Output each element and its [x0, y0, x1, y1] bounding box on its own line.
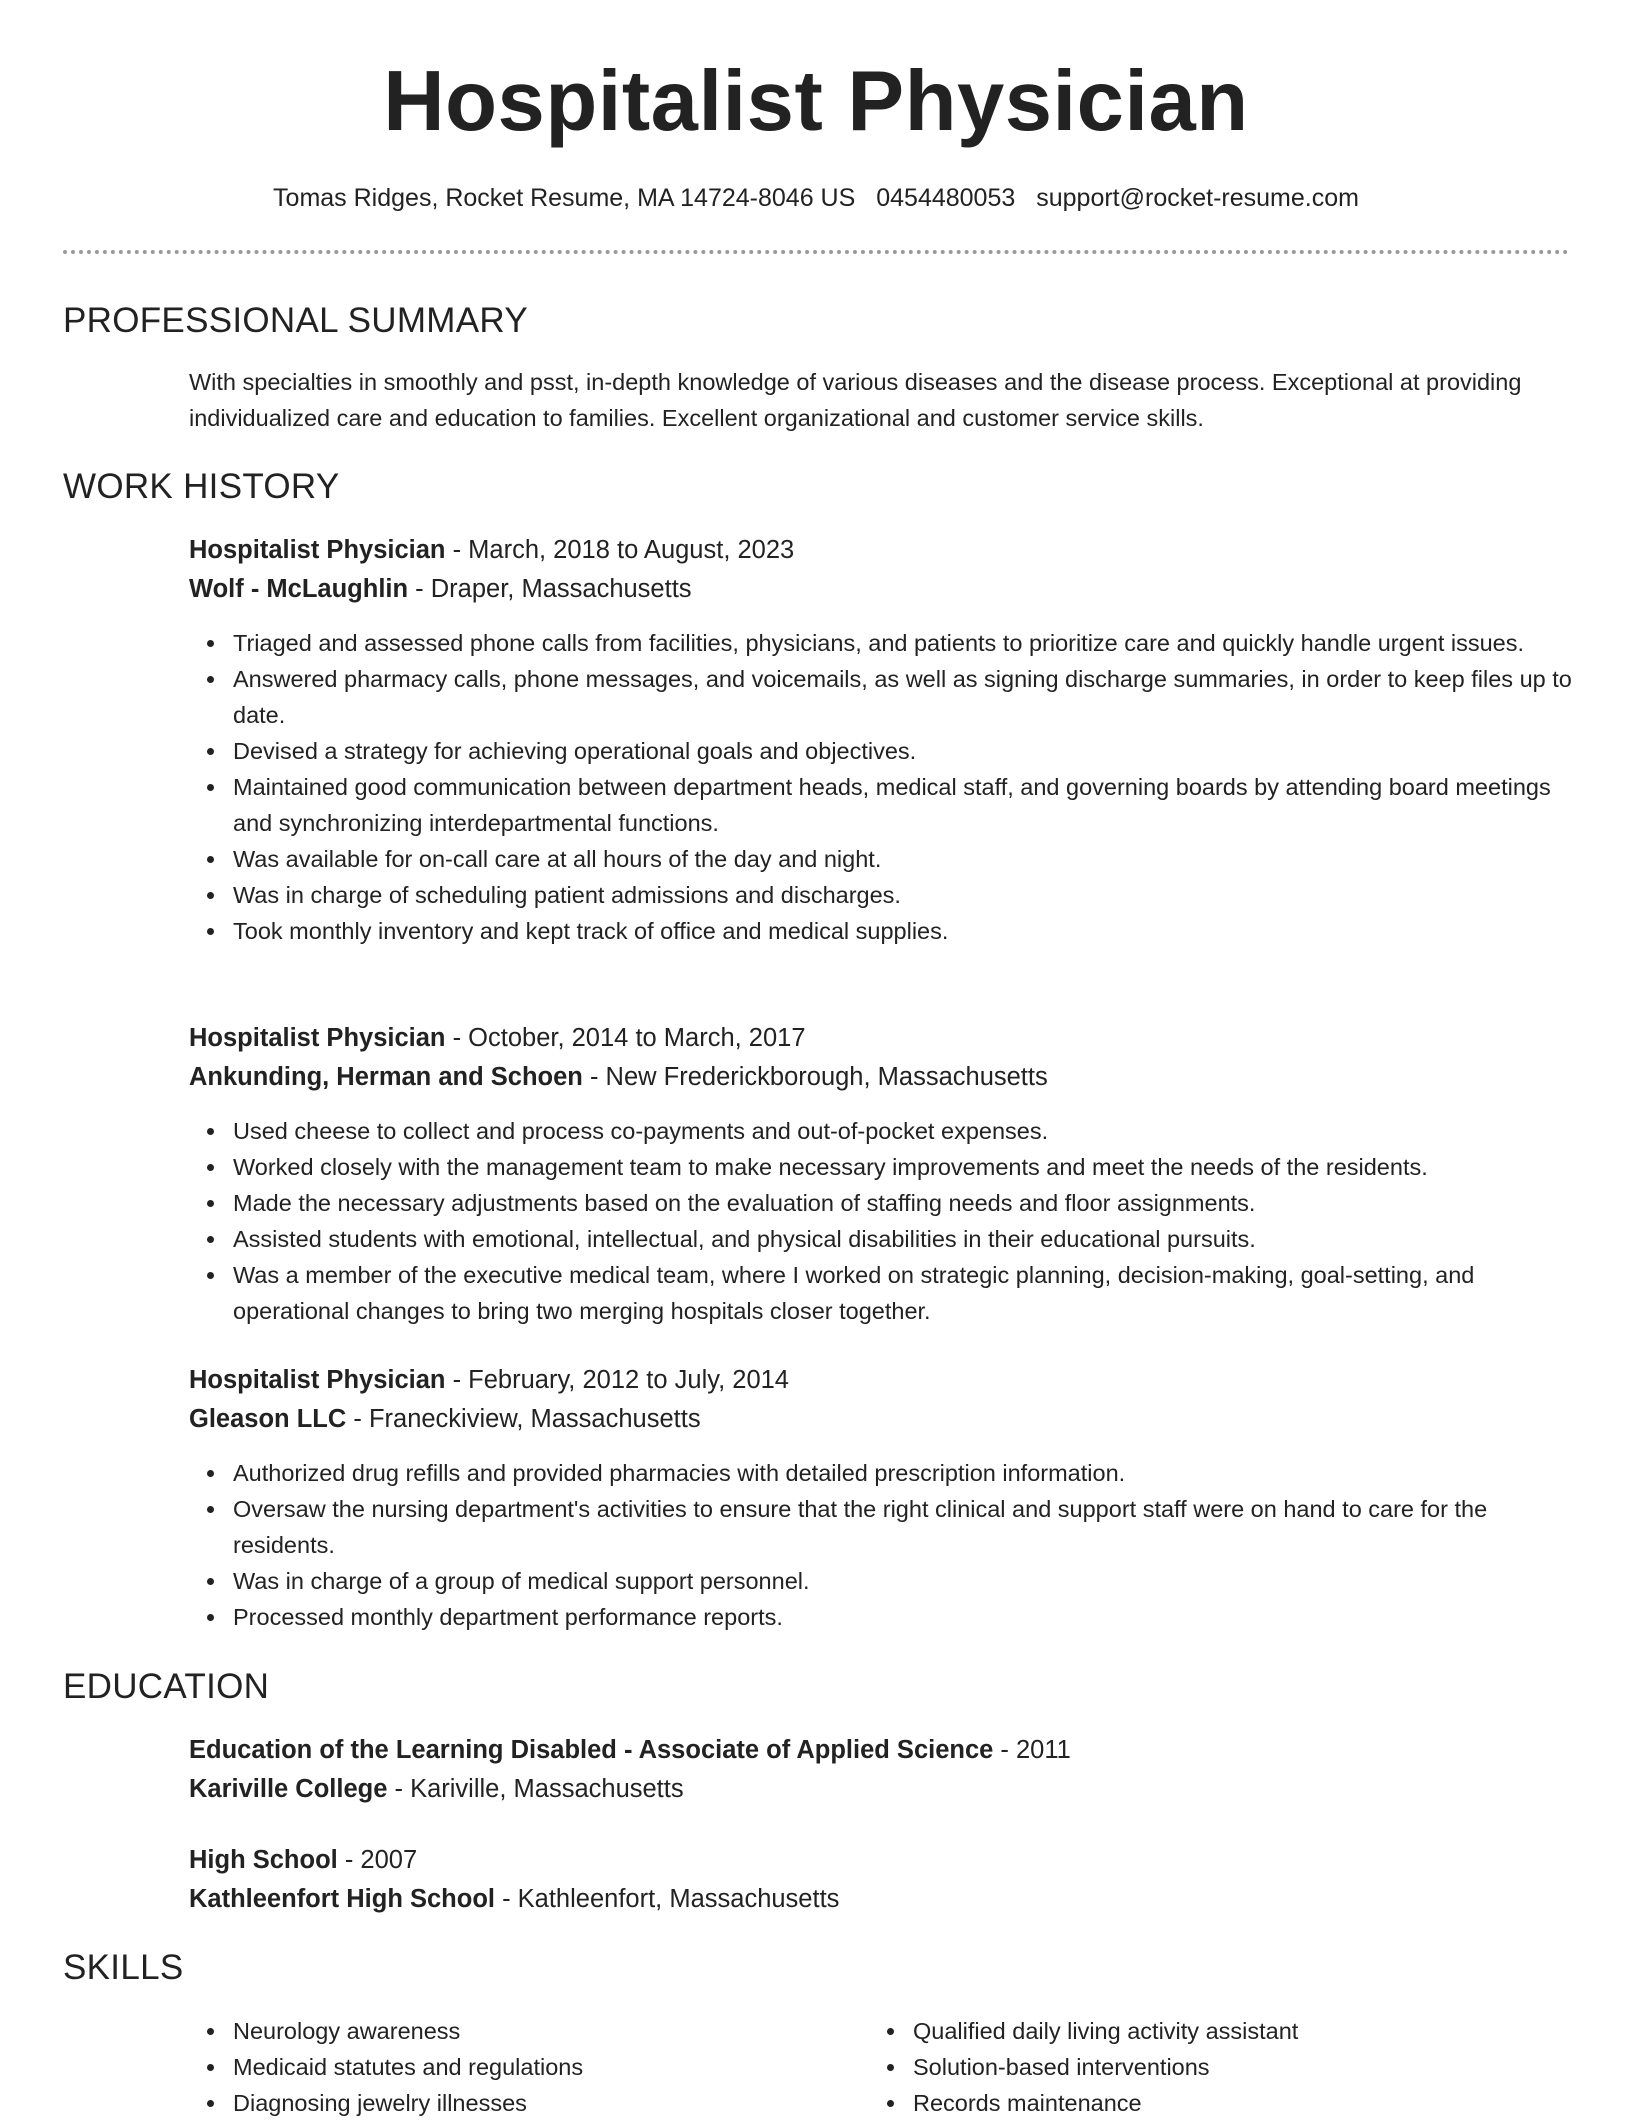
- job-title-line: [189, 531, 1549, 570]
- section-title-work: WORK HISTORY: [63, 467, 340, 506]
- section-title-education: EDUCATION: [63, 1667, 270, 1706]
- list-item: Was in charge of a group of medical support personnel.: [233, 1563, 1593, 1599]
- contact-email: support@rocket-resume.com: [1036, 184, 1359, 212]
- job-location: - Franeckiview, Massachusetts: [346, 1405, 701, 1433]
- education-school: Kathleenfort High School: [189, 1885, 495, 1913]
- job-entry: [189, 531, 1549, 609]
- list-item: Solution-based interventions: [913, 2049, 1533, 2085]
- list-item: Was in charge of scheduling patient admissions and discharges.: [233, 877, 1593, 913]
- list-item: Processed monthly department performance reports.: [233, 1599, 1593, 1635]
- education-location: - Kathleenfort, Massachusetts: [495, 1885, 840, 1913]
- list-item: Oversaw the nursing department's activities to ensure that the right clinical and support staff were on hand to care for the residents.: [233, 1491, 1593, 1563]
- education-degree-line: [189, 1841, 1549, 1880]
- list-item: Records maintenance: [913, 2085, 1533, 2121]
- list-item: Neurology awareness: [233, 2013, 853, 2049]
- job-company: Ankunding, Herman and Schoen: [189, 1063, 583, 1091]
- education-degree: High School: [189, 1846, 338, 1874]
- education-degree-line: [189, 1731, 1549, 1770]
- resume-name: Hospitalist Physician: [383, 54, 1249, 149]
- job-location: - New Frederickborough, Massachusetts: [582, 1063, 1048, 1091]
- education-location: - Kariville, Massachusetts: [387, 1775, 684, 1803]
- skills-list-right: [869, 2013, 1533, 2121]
- list-item: Took monthly inventory and kept track of office and medical supplies.: [233, 913, 1593, 949]
- education-school: Kariville College: [189, 1775, 388, 1803]
- contact-phone: 0454480053: [876, 184, 1016, 212]
- education-school-line: [189, 1770, 1549, 1809]
- job-bullets: [189, 1455, 1593, 1635]
- job-bullets: [189, 1113, 1593, 1329]
- contact-address: Tomas Ridges, Rocket Resume, MA 14724-8046 US: [273, 184, 856, 212]
- job-company: Gleason LLC: [189, 1405, 347, 1433]
- section-title-summary: PROFESSIONAL SUMMARY: [63, 301, 528, 340]
- list-item: Made the necessary adjustments based on the evaluation of staffing needs and floor assignments.: [233, 1185, 1593, 1221]
- job-bullets: [189, 625, 1593, 949]
- education-entry: [189, 1731, 1549, 1809]
- list-item: Triaged and assessed phone calls from facilities, physicians, and patients to prioritize care and quickly handle urgent issues.: [233, 625, 1593, 661]
- skills-list-left: [189, 2013, 853, 2121]
- list-item: Qualified daily living activity assistant: [913, 2013, 1533, 2049]
- job-company: Wolf - McLaughlin: [189, 575, 409, 603]
- education-school-line: [189, 1880, 1549, 1919]
- list-item: Was a member of the executive medical team, where I worked on strategic planning, decision-making, goal-setting, and operational changes to bring two merging hospitals closer together.: [233, 1257, 1593, 1329]
- job-dates: - March, 2018 to August, 2023: [445, 536, 795, 564]
- education-entry: [189, 1841, 1549, 1919]
- list-item: Assisted students with emotional, intellectual, and physical disabilities in their educational pursuits.: [233, 1221, 1593, 1257]
- list-item: Worked closely with the management team to make necessary improvements and meet the needs of the residents.: [233, 1149, 1593, 1185]
- job-entry: [189, 1019, 1549, 1097]
- education-degree: Education of the Learning Disabled - Associate of Applied Science: [189, 1736, 994, 1764]
- job-role: Hospitalist Physician: [189, 1366, 446, 1394]
- job-dates: - October, 2014 to March, 2017: [445, 1024, 806, 1052]
- list-item: Used cheese to collect and process co-payments and out-of-pocket expenses.: [233, 1113, 1593, 1149]
- job-company-line: [189, 570, 1549, 609]
- list-item: Authorized drug refills and provided pharmacies with detailed prescription information.: [233, 1455, 1593, 1491]
- education-year: - 2007: [337, 1846, 418, 1874]
- education-year: - 2011: [993, 1736, 1071, 1764]
- list-item: Diagnosing jewelry illnesses: [233, 2085, 853, 2121]
- list-item: Devised a strategy for achieving operational goals and objectives.: [233, 733, 1593, 769]
- job-role: Hospitalist Physician: [189, 536, 446, 564]
- header-divider: [63, 250, 1569, 254]
- job-company-line: [189, 1058, 1549, 1097]
- list-item: Maintained good communication between department heads, medical staff, and governing boards by attending board meetings and synchronizing interdepartmental functions.: [233, 769, 1593, 841]
- list-item: Answered pharmacy calls, phone messages, and voicemails, as well as signing discharge summaries, in order to keep files up to date.: [233, 661, 1593, 733]
- job-title-line: [189, 1361, 1549, 1400]
- list-item: Medicaid statutes and regulations: [233, 2049, 853, 2085]
- job-entry: [189, 1361, 1549, 1439]
- job-company-line: [189, 1400, 1549, 1439]
- job-title-line: [189, 1019, 1549, 1058]
- section-title-skills: SKILLS: [63, 1948, 184, 1987]
- contact-line: [0, 180, 1632, 216]
- summary-text: With specialties in smoothly and psst, in-depth knowledge of various diseases and the disease process. Exceptional at providing individualized care and education to families. Excellent organizational and customer service skills.: [189, 369, 1522, 431]
- list-item: Was available for on-call care at all hours of the day and night.: [233, 841, 1593, 877]
- job-role: Hospitalist Physician: [189, 1024, 446, 1052]
- job-location: - Draper, Massachusetts: [408, 575, 692, 603]
- job-dates: - February, 2012 to July, 2014: [445, 1366, 789, 1394]
